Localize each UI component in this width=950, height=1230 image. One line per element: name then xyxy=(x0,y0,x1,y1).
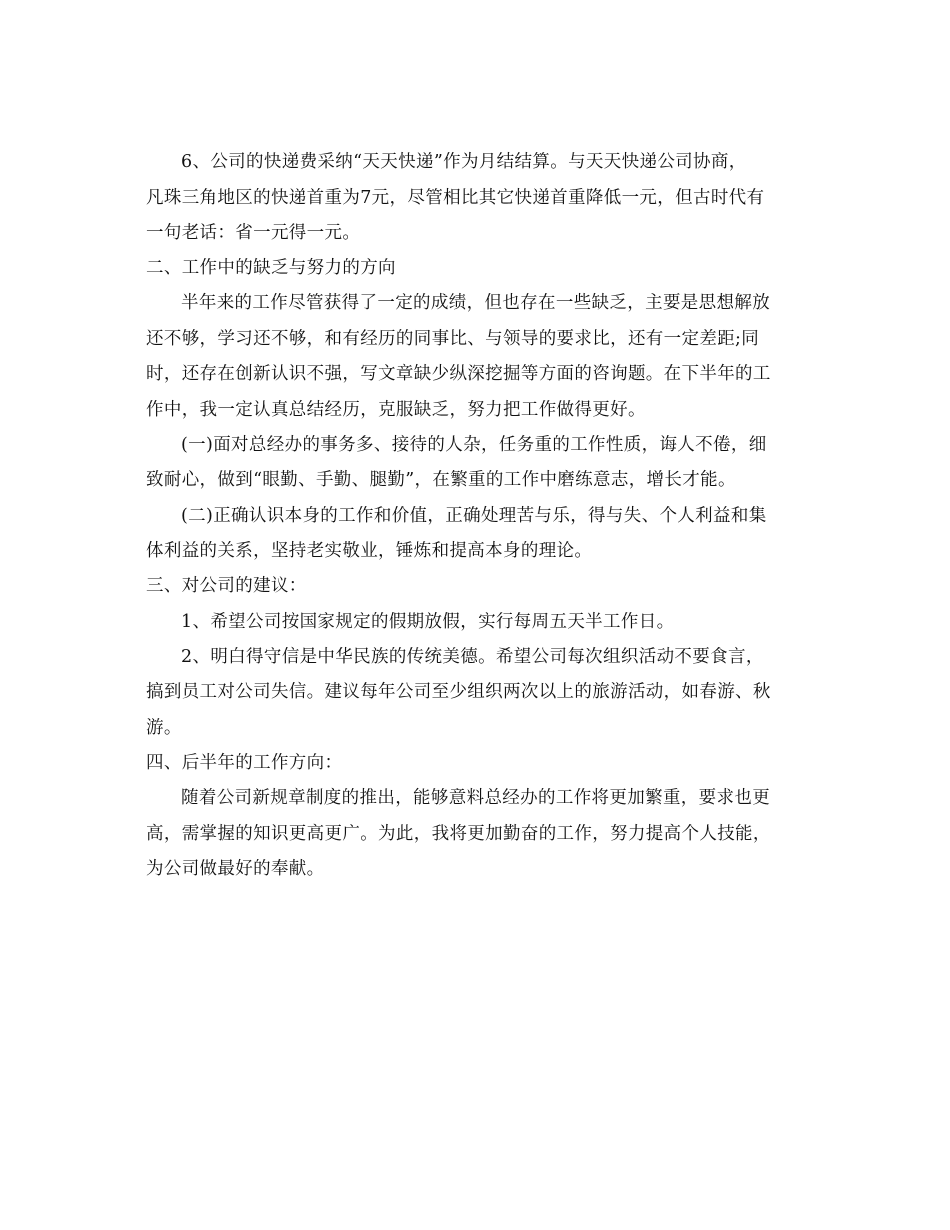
paragraph-item-two-line-2: 体利益的关系，坚持老实敬业，锤炼和提高本身的理论。 xyxy=(146,541,593,561)
suggestion-two-line-3: 游。 xyxy=(146,718,182,738)
paragraph-courier-fee-line-2: 凡珠三角地区的快递首重为7元，尽管相比其它快递首重降低一元，但古时代有 xyxy=(146,188,765,208)
paragraph-courier-fee-line-3: 一句老话：省一元得一元。 xyxy=(146,223,361,243)
suggestion-one: 1、希望公司按国家规定的假期放假，实行每周五天半工作日。 xyxy=(181,612,675,632)
section-heading-suggestions: 三、对公司的建议： xyxy=(146,576,307,596)
paragraph-half-year-line-2: 还不够，学习还不够，和有经历的同事比、与领导的要求比，还有一定差距;同 xyxy=(146,329,760,349)
paragraph-half-year-line-4: 作中，我一定认真总结经历，克服缺乏，努力把工作做得更好。 xyxy=(146,400,646,420)
section-heading-direction: 四、后半年的工作方向： xyxy=(146,753,343,773)
paragraph-item-one-line-1: (一)面对总经办的事务多、接待的人杂，任务重的工作性质，诲人不倦，细 xyxy=(181,435,767,455)
paragraph-direction-line-2: 高，需掌握的知识更高更广。为此，我将更加勤奋的工作，努力提高个人技能， xyxy=(146,824,771,844)
document-page xyxy=(146,0,806,1230)
paragraph-direction-line-3: 为公司做最好的奉献。 xyxy=(146,859,325,879)
paragraph-item-two-line-1: (二)正确认识本身的工作和价值，正确处理苦与乐，得与失、个人利益和集 xyxy=(181,506,767,526)
paragraph-courier-fee-line-1: 6、公司的快递费采纳“天天快递”作为月结结算。与天天快递公司协商， xyxy=(181,152,747,172)
suggestion-two-line-2: 搞到员工对公司失信。建议每年公司至少组织两次以上的旅游活动，如春游、秋 xyxy=(146,682,771,702)
suggestion-two-line-1: 2、明白得守信是中华民族的传统美德。希望公司每次组织活动不要食言， xyxy=(181,647,764,667)
paragraph-item-one-line-2: 致耐心，做到“眼勤、手勤、腿勤”，在繁重的工作中磨练意志，增长才能。 xyxy=(146,470,736,490)
section-heading-shortcomings: 二、工作中的缺乏与努力的方向 xyxy=(146,258,396,278)
paragraph-half-year-line-3: 时，还存在创新认识不强，写文章缺少纵深挖掘等方面的咨询题。在下半年的工 xyxy=(146,364,771,384)
paragraph-half-year-line-1: 半年来的工作尽管获得了一定的成绩，但也存在一些缺乏，主要是思想解放 xyxy=(181,293,771,313)
paragraph-direction-line-1: 随着公司新规章制度的推出，能够意料总经办的工作将更加繁重，要求也更 xyxy=(181,788,771,808)
